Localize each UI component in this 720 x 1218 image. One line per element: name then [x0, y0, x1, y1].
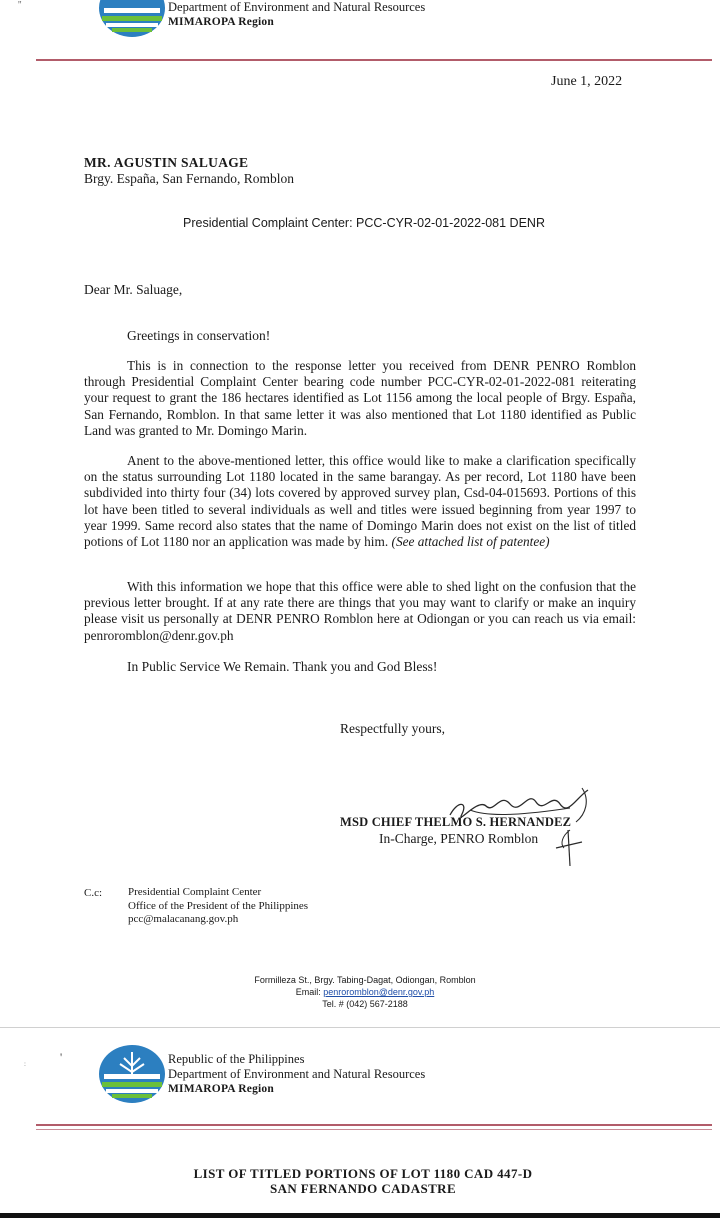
signer-title: In-Charge, PENRO Romblon	[379, 831, 539, 846]
footer-email-line	[5, 986, 720, 998]
cc-item: Office of the President of the Philippines	[128, 899, 309, 912]
agency-header	[168, 0, 425, 30]
paragraph-1: This is in connection to the response letter you received from DENR PENRO Romblon through Presidential Complaint Center bearing code number PCC-CYR-02-01-2022-081 reiterating your request to grant the 186 hectares identified as Lot 1156 among the local people of Brgy. España, San Fernando, Romblon. In that same letter it was also mentioned that Lot 1180 identified as Public Land was granted to Mr. Domingo Marin.	[84, 358, 636, 438]
republic-name: Republic of the Philippines	[168, 1052, 305, 1066]
denr-logo-icon	[98, 0, 166, 38]
greeting: Greetings in conservation!	[127, 328, 271, 343]
cc-label: C.c:	[84, 887, 103, 899]
list-title	[0, 1166, 720, 1196]
agency-name: Department of Environment and Natural Resources	[168, 0, 426, 14]
scan-mark: :	[24, 1060, 26, 1068]
recipient-address: Brgy. España, San Fernando, Romblon	[84, 171, 294, 186]
agency-header-page2	[168, 1052, 425, 1097]
page-break	[0, 1027, 720, 1040]
cc-item: Presidential Complaint Center	[128, 886, 262, 898]
scan-mark: ''	[18, 0, 22, 11]
list-title-line2: SAN FERNANDO CADASTRE	[269, 1181, 457, 1196]
denr-logo-icon	[98, 1044, 166, 1104]
footer-address: Formilleza St., Brgy. Tabing-Dagat, Odiongan, Romblon	[254, 975, 476, 985]
footer-email-link[interactable]: penroromblon@denr.gov.ph	[323, 987, 435, 997]
paragraph-2-note: (See attached list of patentee)	[391, 534, 550, 550]
subject-line: Presidential Complaint Center: PCC-CYR-02-01-2022-081 DENR	[183, 216, 545, 230]
footer-tel: Tel. # (042) 567-2188	[322, 999, 408, 1009]
agency-name: Department of Environment and Natural Resources	[168, 1067, 426, 1081]
closing-line: In Public Service We Remain. Thank you and God Bless!	[127, 659, 438, 674]
signer-name: MSD CHIEF THELMO S. HERNANDEZ	[340, 815, 572, 829]
recipient-block	[84, 155, 294, 187]
letter-footer	[0, 974, 720, 1010]
scan-edge	[0, 1213, 720, 1218]
header-divider-thin	[36, 1129, 712, 1130]
list-title-line1: LIST OF TITLED PORTIONS OF LOT 1180 CAD 447-D	[193, 1166, 533, 1181]
cc-list	[128, 886, 308, 927]
header-divider	[36, 1124, 712, 1126]
agency-region: MIMAROPA Region	[168, 1083, 274, 1095]
paragraph-2-text: Anent to the above-mentioned letter, this office would like to make a clarification specifically on the status surrounding Lot 1180 located in the same barangay. As per record, Lot 1180 have been subdivided into thirty four (34) lots covered by approved survey plan, Csd-04-015693. Portions of this lot have been titled to several individuals as well and titles were issued beginning from year 1997 to year 1999. Same record also states that the name of Domingo Marin does not exist on the list of titled potions of Lot 1180 nor an application was made by him.	[84, 453, 636, 550]
cc-item: pcc@malacanang.gov.ph	[128, 913, 239, 925]
paragraph-2	[84, 453, 636, 550]
recipient-name: MR. AGUSTIN SALUAGE	[84, 155, 249, 170]
agency-region: MIMAROPA Region	[168, 16, 274, 28]
letter-date: June 1, 2022	[551, 74, 623, 89]
header-divider	[36, 59, 712, 61]
valediction: Respectfully yours,	[340, 721, 445, 736]
salutation: Dear Mr. Saluage,	[84, 282, 183, 297]
paragraph-3: With this information we hope that this office were able to shed light on the confusion that the previous letter brought. If at any rate there are things that you may want to clarify or make an inquiry please visit us personally at DENR PENRO Romblon here at Odiongan or you can reach us via email: penroromblon@denr.gov.ph	[84, 579, 636, 643]
footer-email-label: Email:	[295, 987, 321, 997]
scan-mark: '	[60, 1050, 63, 1064]
